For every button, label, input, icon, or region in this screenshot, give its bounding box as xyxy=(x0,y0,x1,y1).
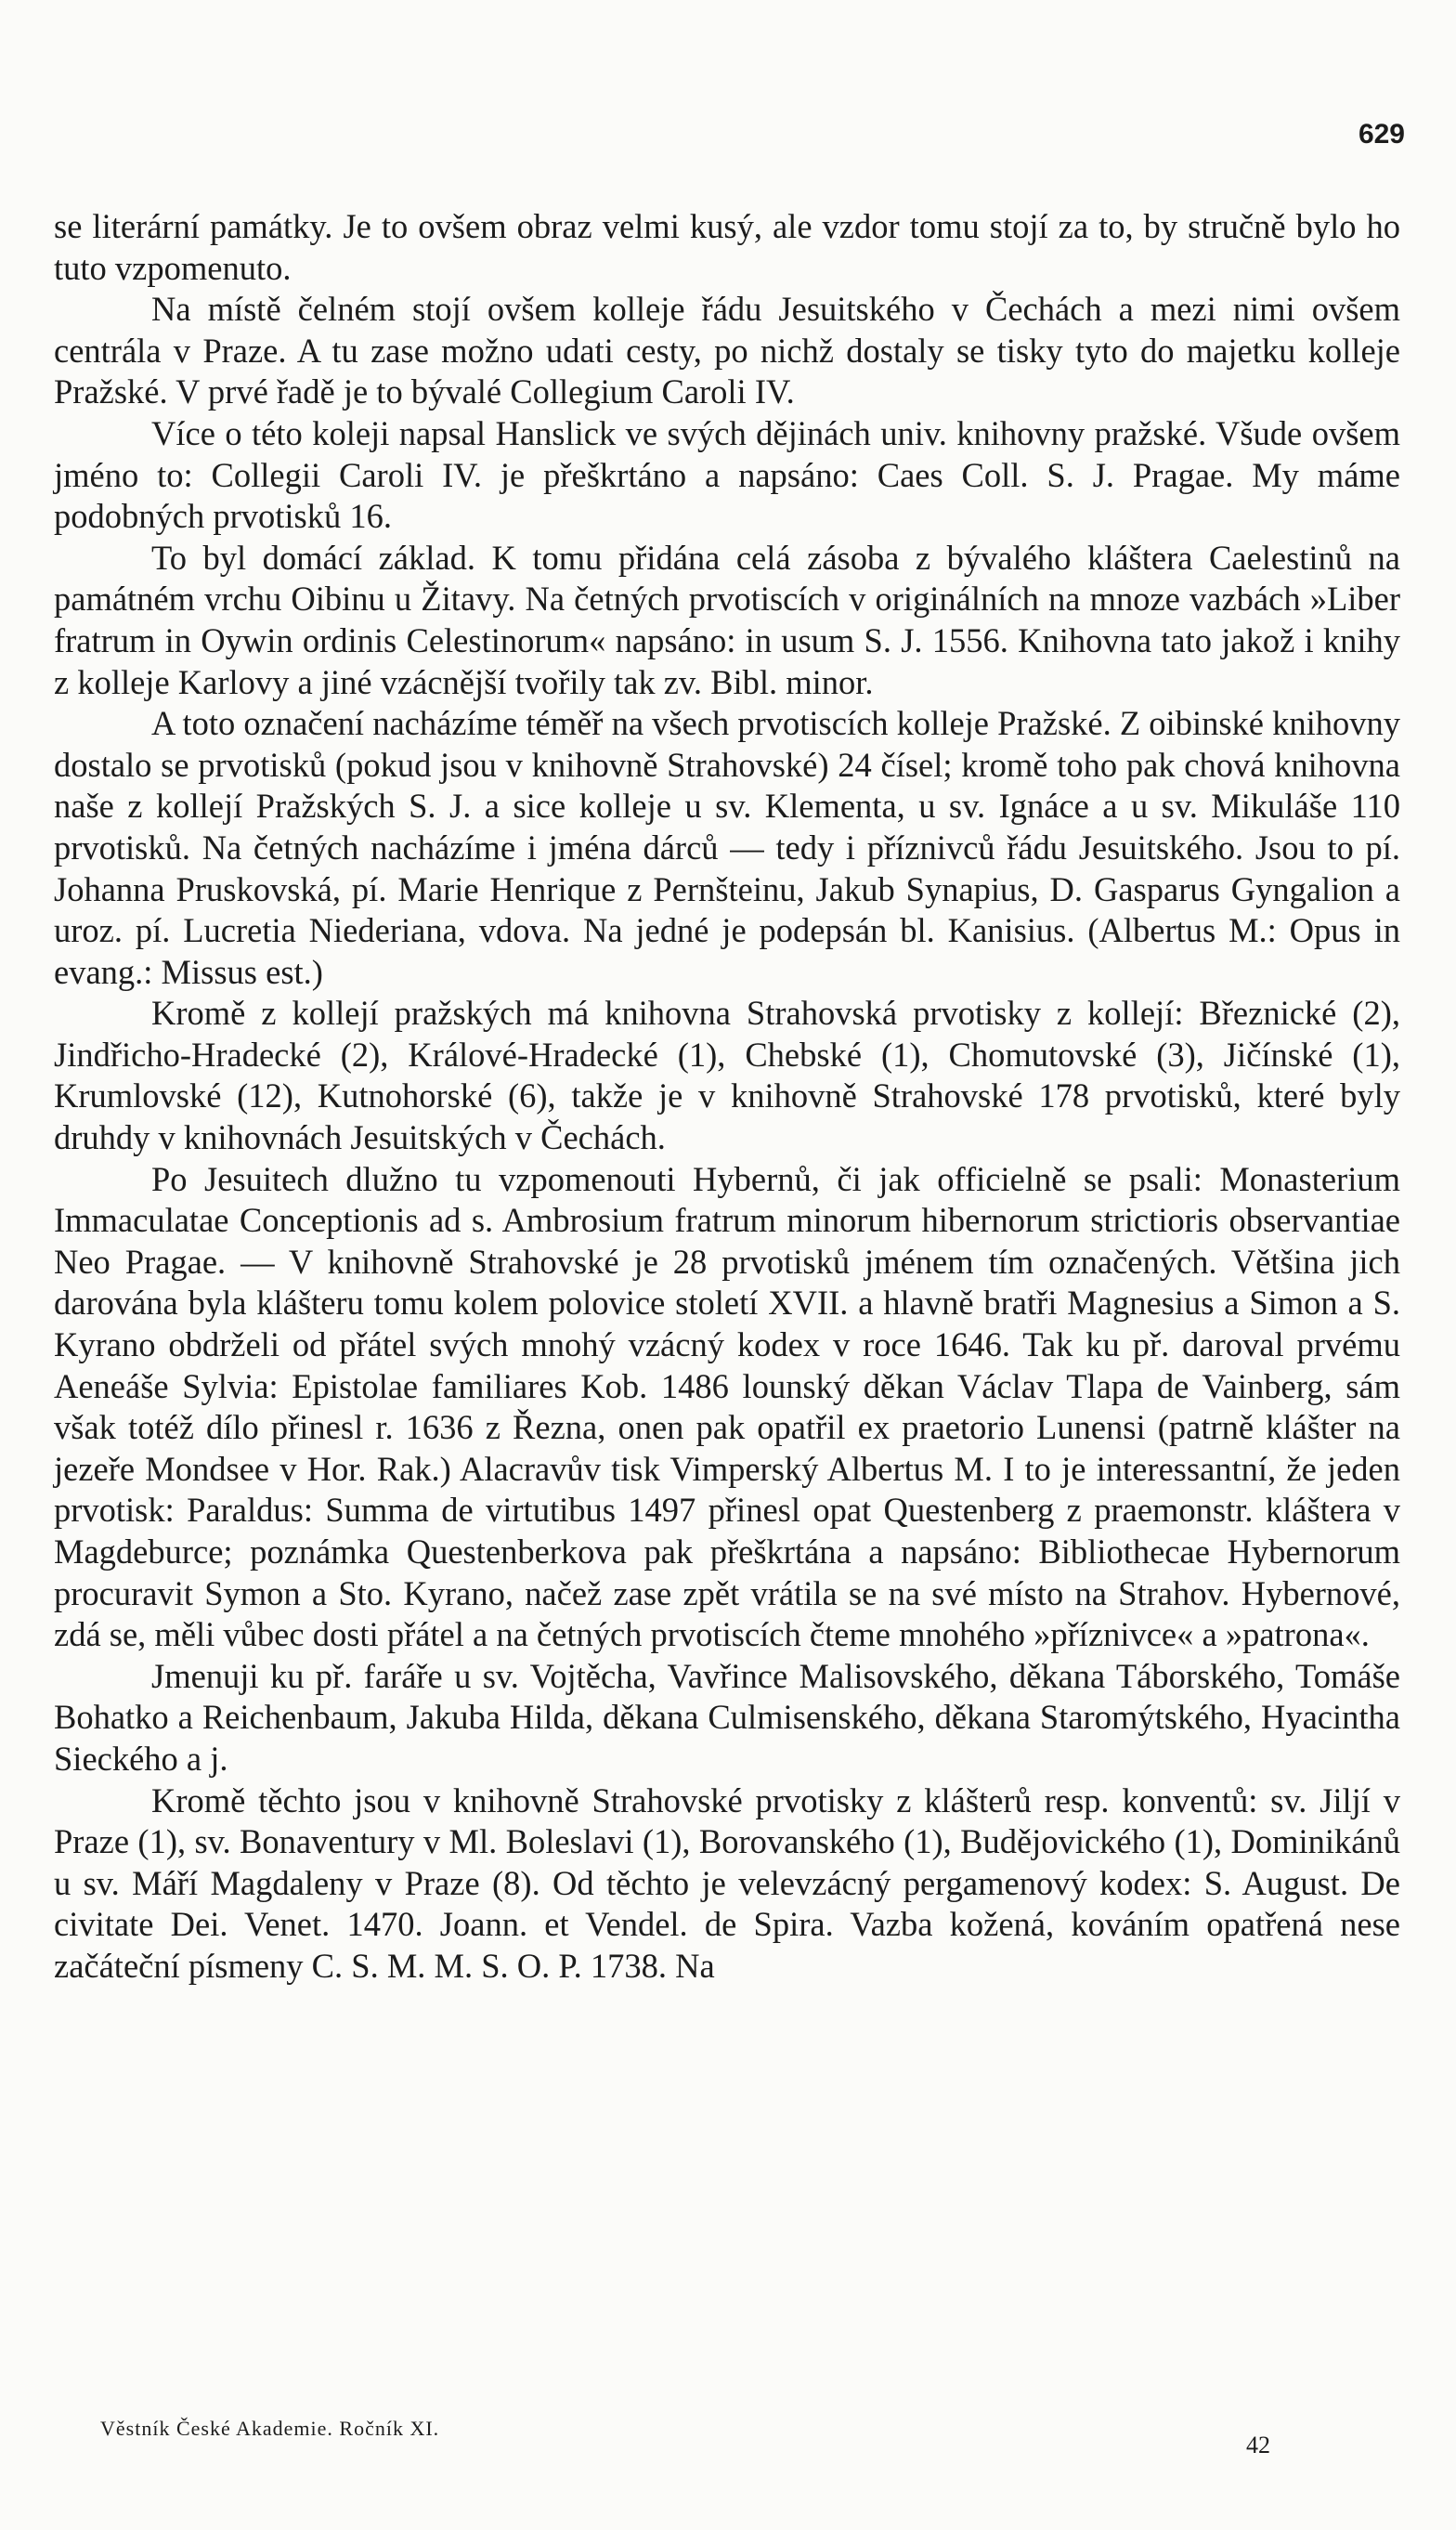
paragraph-3: Více o této koleji napsal Hanslick ve svých dějinách univ. knihovny pražské. Všude ovšem jméno to: Collegii Caroli IV. je přeškrtáno a napsáno: Caes Coll. S. J. Pragae. My máme podobných prvotisků 16. xyxy=(54,413,1400,536)
paragraph-5: A toto označení nacházíme téměř na všech prvotiscích kolleje Pražské. Z oibinské knihovny dostalo se prvotisků (pokud jsou v knihovně Strahovské) 24 čísel; kromě toho pak chová knihovna naše z kollejí Pražských S. J. a sice kolleje u sv. Klementa, u sv. Ignáce a u sv. Mikuláše 110 prvotisků. Na četných nacházíme i jména dárců — tedy i příznivců řádu Jesuitského. Jsou to pí. Johanna Pruskovská, pí. Marie Henrique z Pernšteinu, Jakub Synapius, D. Gasparus Gyngalion a uroz. pí. Lucretia Niederiana, vdova. Na jedné je podepsán bl. Kanisius. (Albertus M.: Opus in evang.: Missus est.) xyxy=(54,704,1401,991)
signature-mark: 42 xyxy=(1246,2432,1270,2458)
paragraph-4: To byl domácí základ. K tomu přidána celá zásoba z bývalého kláštera Caelestinů na památném vrchu Oibinu u Žitavy. Na četných prvotiscích v originálních na mnoze vazbách »Liber fratrum in Oywin ordinis Celestinorum« napsáno: in usum S. J. 1556. Knihovna tato jakož i knihy z kolleje Karlovy a jiné vzácnější tvořily tak zv. Bibl. minor. xyxy=(54,538,1400,701)
paragraph-6: Kromě z kollejí pražských má knihovna Strahovská prvotisky z kollejí: Březnické (2), Jindřicho-Hradecké (2), Králové-Hradecké (1), Chebské (1), Chomutovské (3), Jičínské (1), Krumlovské (12), Kutnohorské (6), takže je v knihovně Strahovské 178 prvotisků, které byly druhdy v knihovnách Jesuitských v Čechách. xyxy=(54,994,1400,1157)
paragraph-1: se literární památky. Je to ovšem obraz velmi kusý, ale vzdor tomu stojí za to, by stručně bylo ho tuto vzpomenuto. xyxy=(54,207,1400,287)
paragraph-2: Na místě čelném stojí ovšem kolleje řádu Jesuitského v Čechách a mezi nimi ovšem centrála v Praze. A tu zase možno udati cesty, po nichž dostaly se tisky tyto do majetku kolleje Pražské. V prvé řadě je to bývalé Collegium Caroli IV. xyxy=(54,290,1400,411)
paragraph-8: Jmenuji ku př. faráře u sv. Vojtěcha, Vavřince Malisovského, děkana Táborského, Tomáše Bohatko a Reichenbaum, Jakuba Hilda, děkana Culmisenského, děkana Staromýtského, Hyacintha Sieckého a j. xyxy=(54,1656,1400,1778)
paragraph-9: Kromě těchto jsou v knihovně Strahovské prvotisky z klášterů resp. konventů: sv. Jiljí v Praze (1), sv. Bonaventury v Ml. Boleslavi (1), Borovanského (1), Budějovického (1), Dominikánů u sv. Máří Magdaleny v Praze (8). Od těchto je velevzácný pergamenový kodex: S. August. De civitate Dei. Venet. 1470. Joann. et Vendel. de Spira. Vazba kožená, kováním opatřená nese začáteční písmeny C. S. M. M. S. O. P. 1738. Na xyxy=(54,1780,1400,1985)
paragraph-7: Po Jesuitech dlužno tu vzpomenouti Hybernů, či jak officielně se psali: Monasterium Immaculatae Conceptionis ad s. Ambrosium fratrum minorum hibernorum strictioris observantiae Neo Pragae. — V knihovně Strahovské je 28 prvotisků jménem tím označených. Většina jich darována byla klášteru tomu kolem polovice století XVII. a hlavně bratři Magnesius a Simon a S. Kyrano obdrželi od přátel svých mnohý vzácný kodex v roce 1646. Tak ku př. daroval prvému Aeneáše Sylvia: Epistolae familiares Kob. 1486 lounský děkan Václav Tlapa de Vainberg, sám však totéž dílo přinesl r. 1636 z Řezna, onen pak opatřil ex praetorio Lunensi (patrně klášter na jezeře Mondsee v Hor. Rak.) Alacravův tisk Vimperský Albertus M. I to je interessantní, že jeden prvotisk: Paraldus: Summa de virtutibus 1497 přinesl opat Questenberg z praemonstr. kláštera v Magdeburce; poznámka Questenberkova pak přeškrtána a napsáno: Bibliothecae Hybernorum procuravit Symon a Sto. Kyrano, načež zase zpět vrátila se na své místo na Strahov. Hybernové, zdá se, měli vůbec dosti přátel a na četných prvotiscích čteme mnohého »příznivce« a »patrona«. xyxy=(54,1159,1400,1654)
body-text xyxy=(54,206,1400,1988)
journal-footer: Věstník České Akademie. Ročník XI. xyxy=(100,2417,440,2440)
page-number: 629 xyxy=(1358,119,1405,150)
